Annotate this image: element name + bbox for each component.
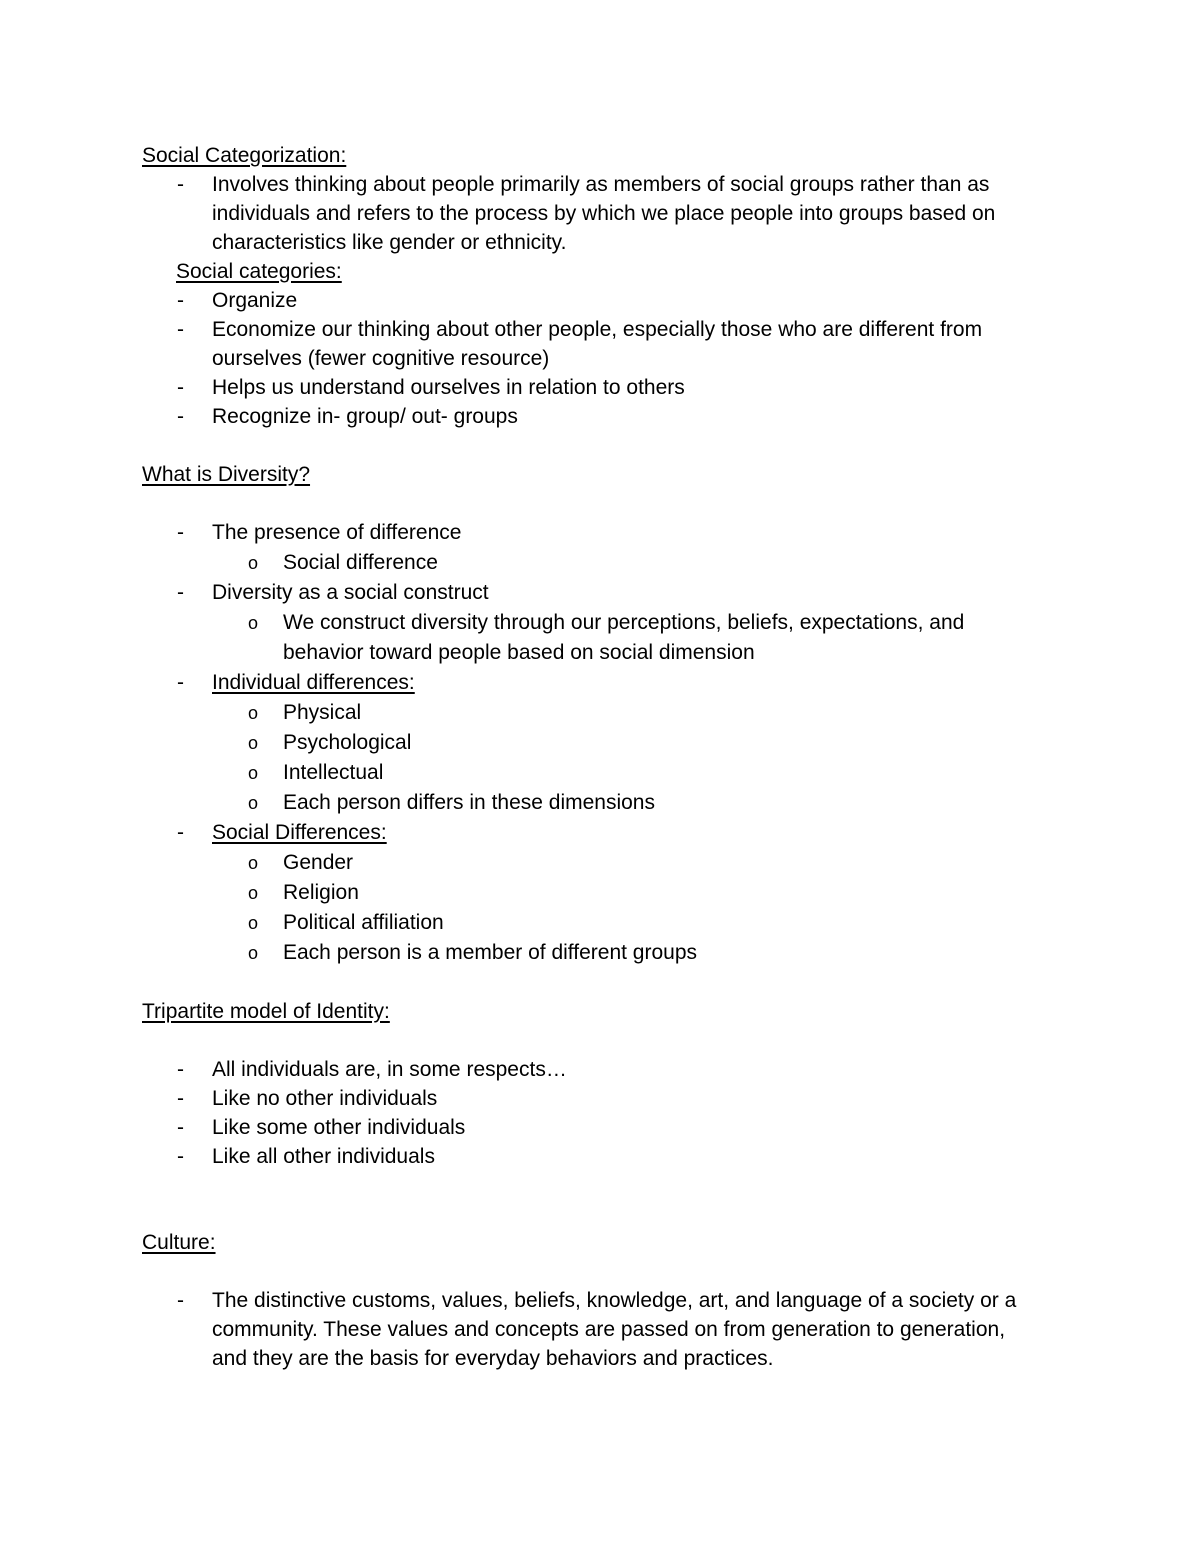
social-categories-list — [142, 286, 1042, 431]
spacer — [142, 489, 1042, 518]
list-item-text: Diversity as a social construct — [212, 581, 489, 604]
list-item-text: All individuals are, in some respects… — [212, 1058, 567, 1081]
dash-bullet: - — [177, 289, 184, 312]
list-item-text: Like all other individuals — [212, 1145, 435, 1168]
sub-list-item — [142, 788, 1042, 818]
sub-list-item-text: Political affiliation — [283, 911, 444, 934]
individual-differences-sublist — [142, 698, 1042, 818]
sub-list-item — [142, 728, 1042, 758]
list-item — [142, 1286, 1042, 1373]
list-item — [142, 170, 1042, 257]
list-item-text: Like some other individuals — [212, 1116, 466, 1139]
list-item — [142, 668, 1042, 698]
dash-bullet: - — [177, 521, 184, 544]
sub-list-item — [142, 878, 1042, 908]
sub-list-item — [142, 608, 1042, 668]
dash-bullet: - — [177, 1289, 184, 1312]
list-item — [142, 578, 1042, 608]
dash-bullet: - — [177, 173, 184, 196]
list-item-text: The presence of difference — [212, 521, 462, 544]
list-item — [142, 818, 1042, 848]
social-differences-sublist — [142, 848, 1042, 968]
heading-diversity: What is Diversity? — [142, 463, 311, 486]
diversity-list — [142, 578, 1042, 608]
sub-list-item-text: We construct diversity through our perceptions, beliefs, expectations, and behavior toward people based on social dimension — [283, 611, 965, 664]
sub-list-item-text: Religion — [283, 881, 359, 904]
heading-culture: Culture: — [142, 1231, 216, 1254]
sub-list-item-text: Physical — [283, 701, 362, 724]
heading-social-categorization: Social Categorization: — [142, 144, 347, 167]
culture-definition: The distinctive customs, values, beliefs, knowledge, art, and language of a society or a community. These values and concepts are passed on from generation to generation, and they are the basis for everyday behaviors and practices. — [212, 1289, 1017, 1370]
sub-list-item — [142, 908, 1042, 938]
circle-bullet: o — [248, 943, 259, 963]
dash-bullet: - — [177, 671, 184, 694]
sub-list-item-text: Social difference — [283, 551, 438, 574]
diversity-list — [142, 518, 1042, 548]
heading-tripartite-model: Tripartite model of Identity: — [142, 1000, 390, 1023]
circle-bullet: o — [248, 883, 259, 903]
spacer — [142, 1026, 1042, 1055]
list-item — [142, 373, 1042, 402]
individual-differences-label: Individual differences: — [212, 671, 415, 694]
circle-bullet: o — [248, 553, 259, 573]
tripartite-list — [142, 1055, 1042, 1171]
social-categorization-list — [142, 170, 1042, 257]
list-item-text: Helps us understand ourselves in relation to others — [212, 376, 685, 399]
dash-bullet: - — [177, 405, 184, 428]
diversity-sublist — [142, 548, 1042, 578]
dash-bullet: - — [177, 1116, 184, 1139]
list-item-text: Economize our thinking about other people, especially those who are different from ourselves (fewer cognitive resource) — [212, 318, 983, 370]
culture-list — [142, 1286, 1042, 1373]
sub-list-item — [142, 548, 1042, 578]
dash-bullet: - — [177, 318, 184, 341]
circle-bullet: o — [248, 613, 259, 633]
diversity-block — [142, 518, 1042, 968]
sub-list-item-text: Each person differs in these dimensions — [283, 791, 655, 814]
sub-list-item — [142, 938, 1042, 968]
list-item — [142, 1084, 1042, 1113]
social-differences-label: Social Differences: — [212, 821, 387, 844]
list-item-text: Organize — [212, 289, 298, 312]
sub-list-item — [142, 848, 1042, 878]
sub-list-item-text: Psychological — [283, 731, 412, 754]
list-item — [142, 1113, 1042, 1142]
spacer — [142, 1257, 1042, 1286]
list-item — [142, 1142, 1042, 1171]
diversity-list — [142, 668, 1042, 698]
sub-list-item-text: Gender — [283, 851, 354, 874]
circle-bullet: o — [248, 733, 259, 753]
list-item — [142, 286, 1042, 315]
circle-bullet: o — [248, 793, 259, 813]
circle-bullet: o — [248, 913, 259, 933]
sub-list-item — [142, 698, 1042, 728]
social-categorization-definition: Involves thinking about people primarily as members of social groups rather than as individuals and refers to the process by which we place people into groups based on characteristics like gender or ethnicity. — [212, 173, 996, 254]
dash-bullet: - — [177, 821, 184, 844]
dash-bullet: - — [177, 1087, 184, 1110]
list-item — [142, 402, 1042, 431]
dash-bullet: - — [177, 1058, 184, 1081]
sub-list-item — [142, 758, 1042, 788]
circle-bullet: o — [248, 763, 259, 783]
list-item — [142, 315, 1042, 373]
document-body — [142, 141, 1042, 1373]
dash-bullet: - — [177, 581, 184, 604]
spacer — [142, 1171, 1042, 1228]
sub-list-item-text: Each person is a member of different groups — [283, 941, 698, 964]
list-item — [142, 518, 1042, 548]
sub-list-item-text: Intellectual — [283, 761, 384, 784]
diversity-sublist — [142, 608, 1042, 668]
circle-bullet: o — [248, 853, 259, 873]
list-item — [142, 1055, 1042, 1084]
list-item-text: Like no other individuals — [212, 1087, 438, 1110]
dash-bullet: - — [177, 1145, 184, 1168]
circle-bullet: o — [248, 703, 259, 723]
subheading-social-categories: Social categories: — [176, 260, 342, 283]
spacer — [142, 431, 1042, 460]
dash-bullet: - — [177, 376, 184, 399]
spacer — [142, 968, 1042, 997]
diversity-list — [142, 818, 1042, 848]
list-item-text: Recognize in- group/ out- groups — [212, 405, 518, 428]
